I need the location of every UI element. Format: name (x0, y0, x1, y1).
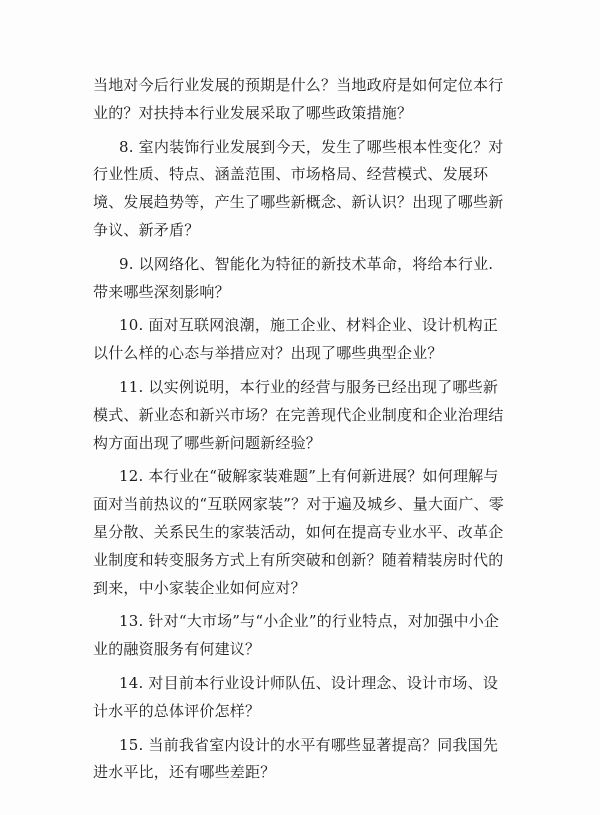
question-13: 13. 针对“大市场”与“小企业”的行业特点，对加强中小企业的融资服务有何建议？ (93, 612, 500, 659)
question-9: 9. 以网络化、智能化为特征的新技术革命，将给本行业. 带来哪些深刻影响？ (93, 254, 494, 301)
paragraph-continuation: 当地对今后行业发展的预期是什么？当地政府是如何定位本行业的？对扶持本行业发展采取了哪些政策措施？ (93, 76, 504, 122)
question-15: 15. 当前我省室内设计的水平有哪些显著提高？同我国先进水平比，还有哪些差距？ (93, 735, 499, 782)
question-10: 10. 面对互联网浪潮，施工企业、材料企业、设计机构正以什么样的心态与举措应对？出现了哪些典型企业？ (93, 316, 499, 363)
question-12: 12. 本行业在“破解家装难题”上有何新进展？如何理解与面对当前热议的“互联网家装”？对于遍及城乡、量大面广、零星分散、关系民生的家装活动，如何在提高专业水平、改革企业制度和转变服务方式上有所突破和创新？随着精装房时代的到来，中小家装企业如何应对？ (93, 467, 504, 597)
question-8: 8. 室内装饰行业发展到今天，发生了哪些根本性变化？对行业性质、特点、涵盖范围、市场格局、经营模式、发展环境、发展趋势等，产生了哪些新概念、新认识？出现了哪些新争议、新矛盾？ (93, 137, 504, 239)
question-14: 14. 对目前本行业设计师队伍、设计理念、设计市场、设计水平的总体评价怎样？ (93, 673, 499, 720)
question-11: 11. 以实例说明，本行业的经营与服务已经出现了哪些新模式、新业态和新兴市场？在完善现代企业制度和企业治理结构方面出现了哪些新问题新经验？ (93, 377, 504, 452)
document-body (93, 72, 511, 793)
